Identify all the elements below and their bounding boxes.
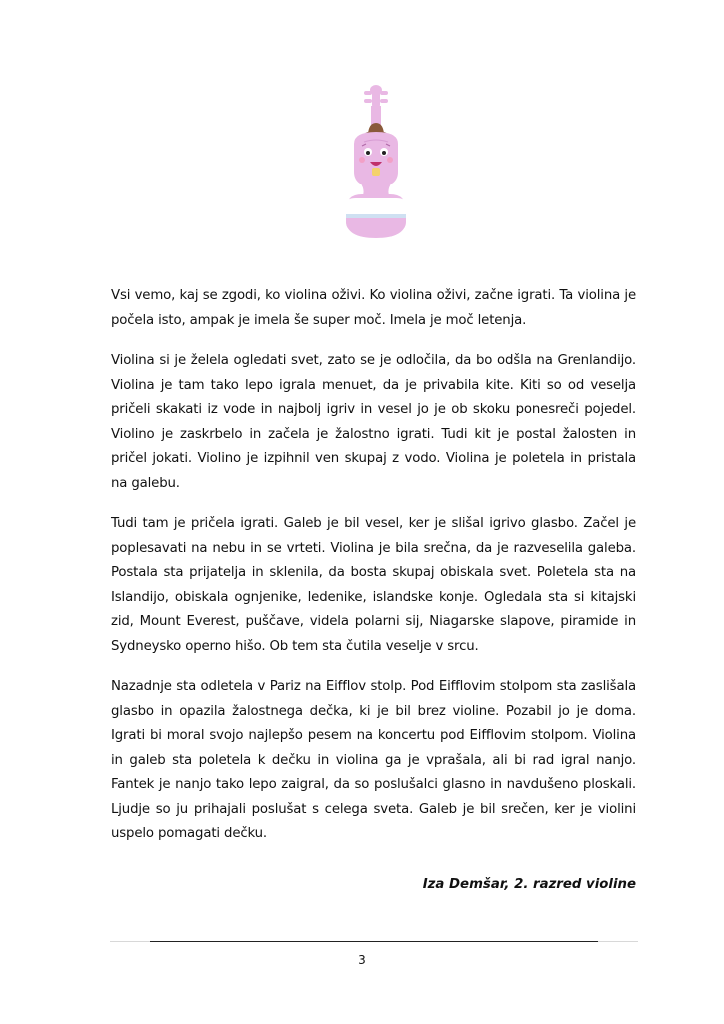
paragraph-3: Tudi tam je pričela igrati. Galeb je bil vesel, ker je slišal igrivo glasbo. Začel je poplesavati na nebu in se vrteti. Violina je bila srečna, da je razveselila galeba. Postala sta prijatelja in sklenila, da bosta skupaj obiskala svet. Poletela sta na Islandijo, obiskala ognjenike, ledenike, islandske konje. Ogledala sta si kitajski zid, Mount Everest, puščave, videla polarni sij, Niagarske slapove, piramide in Sydneysko operno hišo. Ob tem sta čutila veselje v srcu. <box>111 516 636 654</box>
paragraph-1: Vsi vemo, kaj se zgodi, ko violina oživi. Ko violina oživi, začne igrati. Ta violina je počela isto, ampak je imela še super moč. Imela je moč letenja. <box>111 288 636 328</box>
story-text <box>111 284 636 863</box>
page-number: 3 <box>358 953 366 967</box>
footer-divider <box>110 941 638 943</box>
paragraph-4: Nazadnje sta odletela v Pariz na Eifflov stolp. Pod Eifflovim stolpom sta zaslišala glasbo in opazila žalostnega dečka, ki je bil brez violine. Pozabil jo je doma. Igrati bi moral svojo najlepšo pesem na koncertu pod Eifflovim stolpom. Violina in galeb sta poletela k dečku in violina ga je vprašala, ali bi rad igral nanjo. Fantek je nanjo tako lepo zaigral, da so poslušalci glasno in navdušeno ploskali. Ljudje so ju prihajali poslušat s celega sveta. Galeb je bil srečen, ker je violini uspelo pomagati dečku. <box>111 679 636 841</box>
violin-character-icon <box>336 82 416 240</box>
paragraph-2: Violina si je želela ogledati svet, zato se je odločila, da bo odšla na Grenlandijo. Violina je tam tako lepo igrala menuet, da je privabila kite. Kiti so od veselja pričeli skakati iz vode in najbolj igriv in vesel jo je ob skoku ponesreči pojedel. Violino je zaskrbelo in začela je žalostno igrati. Tudi kit je postal žalosten in pričel jokati. Violino je izpihnil ven skupaj z vodo. Violina je poletela in pristala na galebu. <box>111 353 636 491</box>
author-signature: Iza Demšar, 2. razred violine <box>422 877 636 892</box>
